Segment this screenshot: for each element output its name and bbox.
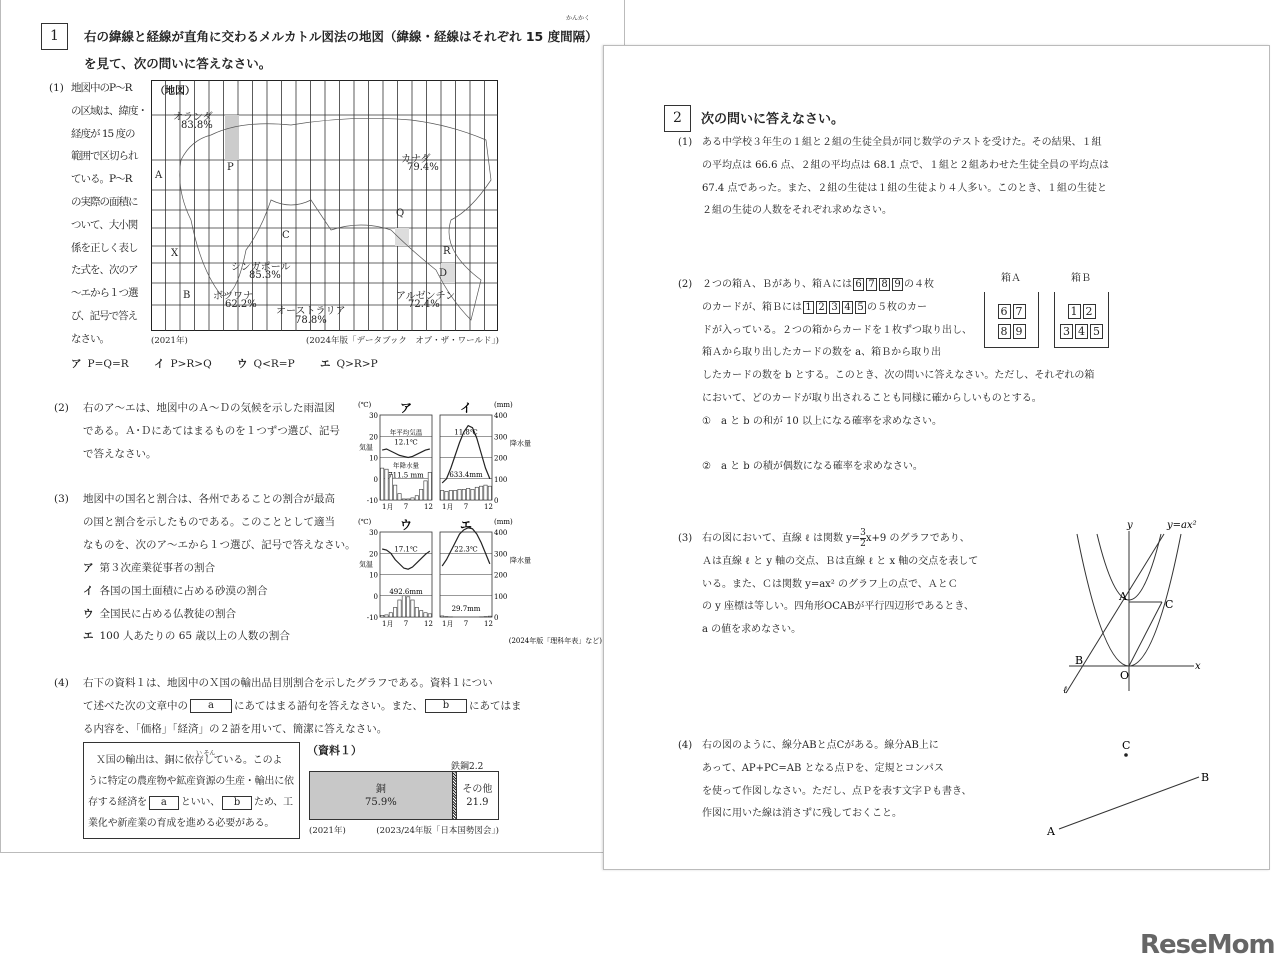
option-value: 全国民に占める仏教徒の割合 [99,607,236,620]
precip-bar [398,494,401,500]
precip-tick: 0 [494,497,499,505]
precip-total: 633.4mm [449,470,483,479]
avg-temp: 12.1℃ [394,438,418,447]
precip-bar [381,615,384,617]
text-span: のカードが、箱Ｂには [702,301,802,313]
chart-source: (2023/24年版「日本国勢図会」) [376,826,499,836]
precip-bar [458,489,461,500]
option-2 [83,603,290,626]
card-7: 7 [866,278,877,291]
precip-bar [467,488,470,500]
precip-bar [402,596,405,617]
ruby-izon: い そん [196,750,216,757]
blank-b: b [425,699,467,713]
precip-bar [480,486,483,500]
text-span: て述べた次の文章中の [83,699,188,712]
pct-singapore: 85.3% [249,270,281,281]
map-year: (2021年) [151,336,188,346]
text-line: ２組の生徒の人数をそれぞれ求めなさい。 [702,205,892,217]
bar-label: その他 [462,783,493,795]
bar-other [457,772,498,819]
precip-bar [424,481,427,500]
precip-label: 降水量 [510,556,531,565]
card-2: 2 [1083,304,1096,319]
precip-bar [394,485,397,500]
text-line: で答えなさい。 [83,447,157,460]
text-line: 右のア～エは、地図中のＡ～Ｄの気候を示した雨温図 [83,402,335,414]
card-9: 9 [1013,324,1026,339]
precip-total: 29.7mm [451,605,481,613]
annual-precip-label: 年降水量 [393,461,419,470]
text-span: 右の図において、直線 ℓ は関数 y= [702,533,861,544]
text-line: る内容を、「価格」「経済」の２語を用いて、簡潔に答えなさい。 [83,722,388,735]
precip-bar [415,607,418,617]
bar-label: 銅 [375,783,386,795]
temp-tick: 30 [369,529,378,537]
precip-bar [407,499,410,500]
passage-line: Ｘ国の輸出は、銅に依存している。このよ [96,755,283,766]
q1-3-text [83,488,356,556]
pct-botswana: 62.2% [225,299,257,310]
map-source: (2024年版「データブック オブ・ザ・ワールド」) [306,336,499,346]
box-b [1054,292,1109,348]
precip-bar [407,597,410,617]
precip-bar [398,600,401,617]
q2-title: 次の問いに答えなさい。 [701,112,845,127]
temp-tick: 10 [369,571,378,580]
blank-b: b [222,796,252,810]
option-key: イ [154,358,165,370]
label-b: B [183,290,191,301]
q1-1-label: (1) [49,82,64,94]
q1-1-text [71,77,147,351]
precip-bar [420,489,423,500]
option-value: 第３次産業従事者の割合 [99,562,215,574]
q1-3-options [83,557,290,648]
text-line [83,695,522,718]
text-line: 67.4 点であった。また、２組の生徒は１組の生徒より４人多い。このとき、１組の生徒と [702,182,1107,194]
label-singapore: シンガポール [231,262,291,273]
precip-bar [411,600,414,617]
label-a: A [1047,825,1055,838]
precip-bar [415,496,418,500]
label-o: O [1120,669,1130,682]
text-line [702,528,978,551]
unit-precip: (mm) [494,518,513,526]
text-line: において、どのカードが取り出されることも同様に確からしいものとする。 [702,392,1042,404]
bar-value: 75.9% [364,796,397,808]
temp-tick: 0 [373,592,378,601]
text-line: 経度が 15 度の [71,127,135,140]
card-4: 4 [842,301,853,314]
precip-bar [381,468,384,500]
precip-bar [484,485,487,500]
unit-temp: (℃) [358,401,372,409]
option-3 [320,353,403,376]
box-a [984,292,1039,348]
option-value: P>R>Q [170,358,212,370]
card-7: 7 [1013,304,1026,319]
precip-bar [488,616,491,617]
text-line: Ａは直線 ℓ と y 軸の交点、Ｂは直線 ℓ と x 軸の交点を表して [702,555,979,567]
text-line: 範囲で区切られ [71,150,138,163]
precip-bar [471,489,474,500]
text-line: 係を正しく表し [71,241,138,254]
text-line: ～エから１つ選 [71,287,138,300]
card-2: 2 [816,301,827,314]
text-span: x+9 のグラフであり、 [865,533,970,544]
temp-tick: 0 [373,475,378,484]
climate-charts [357,399,619,644]
option-value: Q<R=P [253,358,295,370]
label-p: P [227,162,234,173]
precip-tick: 100 [494,475,508,484]
precip-tick: 0 [494,614,499,622]
text-span: ため、工 [254,797,293,808]
chart-name: ア [399,401,413,415]
text-line: いる。また、Ｃは関数 y=ax² のグラフ上の点で、ＡとＣ [702,578,958,590]
option-key: イ [83,584,94,597]
bar-value: 21.9 [466,796,489,808]
q2-1-label: (1) [678,137,693,148]
chart-name: エ [459,518,473,532]
segment-oc [1129,602,1162,666]
temp-tick: 30 [369,412,378,420]
label-d: D [439,268,448,279]
temp-tick: -10 [366,614,378,622]
climate-source: (2024年版「理科年表」など) [508,637,602,644]
blank-a: a [149,796,179,810]
precip-tick: 400 [494,412,508,420]
precip-bar [454,490,457,500]
option-3 [83,625,290,648]
card-3: 3 [829,301,840,314]
card-3: 3 [1060,324,1073,339]
text-line: 作図に用いた線は消さずに残しておくこと。 [702,808,902,820]
q1-title-line: を見て、次の問いに答えなさい。 [84,56,272,71]
q2-3-label: (3) [678,533,693,544]
passage-line [88,792,299,813]
option-key: ア [71,358,82,370]
option-value: 各国の国土面積に占める砂漠の割合 [99,584,268,597]
label-canada: カナダ [401,154,431,165]
text-line: 箱Ａから取り出したカードの数を a、箱Ｂから取り出 [702,347,942,359]
q1-2-text [83,397,340,465]
label-q: Q [396,208,405,219]
card-5: 5 [1090,324,1103,339]
precip-bar [411,498,414,500]
precip-bar [424,613,427,617]
temp-tick: 20 [369,433,378,442]
numerator: 3 [860,528,866,538]
text-line: ている。P～R [71,173,132,186]
option-key: エ [83,630,94,643]
label-argentina: アルゼンチン [396,291,456,302]
label-y: y [1127,520,1133,531]
segment-figure [1039,731,1219,841]
segment-ab [1059,777,1199,829]
label-c: C [282,230,290,241]
precip-bar [420,611,423,617]
q2-3-text [702,528,978,642]
text-line: の y 座標は等しい。四角形OCABが平行四辺形であるとき、 [702,601,975,613]
month-tick: 12 [484,503,493,511]
text-span: にあてはまる語句を答えなさい。また、 [234,699,423,712]
label-x: X [171,248,179,259]
resemom-logo: ReseMom [1140,930,1275,960]
option-0 [71,353,154,376]
box-a-label: 箱Ａ [1001,273,1021,284]
point-c [1124,753,1128,757]
label-botswana: ボツワナ [213,291,253,302]
temp-tick: -10 [366,497,378,505]
month-tick: 7 [463,620,469,628]
precip-tick: 200 [494,454,508,463]
avg-temp: 22.3℃ [454,545,478,554]
label-b: B [1201,771,1210,784]
map-labels [151,80,499,332]
precip-tick: 400 [494,529,508,537]
precip-bar [402,499,405,500]
avg-temp-label: 年平均気温 [389,428,423,437]
month-tick: 7 [403,620,409,628]
month-tick: 1月 [382,503,394,511]
unit-precip: (mm) [494,401,513,409]
precip-tick: 200 [494,571,508,580]
text-line: を使って作図しなさい。ただし、点Ｐを表す文字Ｐも書き、 [702,785,972,797]
export-bar-chart [309,771,499,820]
precip-bar [449,490,452,500]
pct-netherlands: 83.8% [181,120,213,131]
exam-page-1 [0,0,625,853]
text-line: の区域は、緯度・ [71,104,147,117]
text-span: といい、 [180,797,221,808]
temp-label: 気温 [359,560,373,569]
map-title: （地図） [155,86,195,97]
text-line: ドが入っている。２つの箱からカードを１枚ずつ取り出し、 [702,324,972,336]
q1-title-line: 右の緯線と経線が直角に交わるメルカトル図法の地図（緯線・経線はそれぞれ 15 度間隔） [84,29,598,44]
precip-bar [462,489,465,500]
avg-temp: 11.8℃ [454,428,478,437]
text-span: の４枚 [904,279,934,290]
label-r: R [443,246,451,257]
option-0 [83,557,290,580]
option-value: P=Q=R [87,358,129,370]
month-tick: 7 [403,503,409,511]
chart-title: （資料１） [307,744,362,757]
q2-4-text [702,735,972,826]
exam-page-2 [603,45,1270,870]
sub-question-1: ① a と b の和が 10 以上になる確率を求めなさい。 [702,415,942,427]
text-line: なものを、次のア～エから１つ選び、記号で答えなさい。 [83,538,356,551]
text-line: である。Ａ･Ｄにあてはまるものを１つずつ選び、記号 [83,424,340,437]
label-a: A [155,170,163,181]
pct-argentina: 72.4% [408,299,440,310]
option-key: ウ [83,607,94,620]
text-line: び、記号で答え [71,309,138,322]
precip-bar [428,472,431,500]
month-tick: 12 [484,620,493,628]
label-c: C [1165,598,1174,611]
passage-box [83,742,300,839]
label-a: A [1119,590,1127,603]
text-line: ある中学校３年生の１組と２組の生徒全員が同じ数学のテストを受けた。その結果、１組 [702,137,1102,148]
chart-year: (2021年) [309,826,346,836]
month-tick: 12 [424,620,433,628]
text-line: の実際の面積に [71,195,138,208]
text-line: したカードの数を b とする。このとき、次の問いに答えなさい。ただし、それぞれの箱 [702,370,1095,382]
line-l [1066,534,1164,693]
chart-name: ウ [399,518,413,532]
passage-line: 業化や新産業の育成を進める必要がある。 [88,818,275,829]
blank-a: a [190,699,232,713]
label-c: C [1122,739,1131,752]
text-line: a の値を求めなさい。 [702,624,802,636]
precip-bar [389,613,392,617]
pct-australia: 78.8% [295,315,327,326]
text-line: の平均点は 66.6 点、２組の平均点は 68.1 点で、１組と２組あわせた生徒全員の平均点は [702,159,1110,171]
q1-4-label: (4) [54,677,69,689]
label-netherlands: オランダ [173,112,213,123]
label-steel: 鉄鋼2.2 [451,762,484,772]
text-line: 右下の資料１は、地図中のＸ国の輸出品目別割合を示したグラフである。資料１につい [83,677,493,689]
pct-canada: 79.4% [407,162,439,173]
month-tick: 1月 [442,620,454,628]
precip-tick: 300 [494,433,508,442]
temp-label: 気温 [359,443,373,452]
q2-1-text [702,132,1109,223]
q1-4-text [83,672,522,740]
card-4: 4 [1075,324,1088,339]
card-1: 1 [803,301,814,314]
text-line: 地図中のP～R [71,82,132,94]
sub-question-2: ② a と b の積が偶数になる確率を求めなさい。 [702,460,923,472]
text-line: 地図中の国名と割合は、各州であることの割合が最高 [83,493,335,505]
precip-bar [445,492,448,501]
option-2 [237,353,320,376]
card-5: 5 [855,301,866,314]
question-number-1: 1 [41,23,68,50]
month-tick: 12 [424,503,433,511]
precip-bar [428,614,431,617]
option-key: エ [320,358,331,370]
label-x: x [1195,661,1201,672]
precip-bar [441,616,444,617]
avg-temp: 17.1℃ [394,545,418,554]
box-b-label: 箱Ｂ [1071,273,1091,284]
card-8: 8 [998,324,1011,339]
card-1: 1 [1068,304,1081,319]
text-line: なさい。 [71,332,109,345]
card-8: 8 [879,278,890,291]
text-line: の国と割合を示したものである。このこととして適当 [83,515,335,528]
q2-2-label: (2) [678,279,693,290]
card-6: 6 [853,278,864,291]
precip-tick: 300 [494,550,508,559]
option-1 [83,580,290,603]
month-tick: 1月 [442,503,454,511]
card-9: 9 [892,278,903,291]
precip-label: 降水量 [510,439,531,448]
label-curve: y=ax² [1167,520,1197,531]
denominator: 2 [860,539,866,549]
text-span: にあてはま [469,699,522,712]
q1-2-label: (2) [54,402,69,414]
option-key: ア [83,562,94,574]
label-b: B [1075,654,1084,667]
text-line: た式を、次のア [71,264,138,277]
label-l: ℓ [1063,685,1068,696]
label-australia: オーストラリア [276,306,346,317]
option-value: Q>R>P [336,358,378,370]
precip-total: 492.6mm [389,587,423,596]
precip-bar [394,607,397,617]
temp-tick: 10 [369,454,378,463]
unit-temp: (℃) [358,518,372,526]
precip-bar [385,615,388,617]
ruby-kankaku: かんかく [566,15,591,22]
q2-4-label: (4) [678,740,693,751]
text-span: 存する経済を [88,797,147,808]
q1-title [84,23,598,77]
parabola-figure [1059,516,1219,696]
chart-name: イ [459,401,473,415]
q1-1-options [71,353,403,376]
q1-3-label: (3) [54,493,69,505]
bar-copper [310,772,453,819]
precip-total: 711.5 mm [388,471,424,480]
card-6: 6 [998,304,1011,319]
month-tick: 1月 [382,620,394,628]
option-key: ウ [237,358,248,370]
text-line: 右の図のように、線分ABと点Cがある。線分AB上に [702,740,939,751]
question-number-2: 2 [664,105,691,132]
precip-bar [475,487,478,500]
precip-bar [441,490,444,500]
option-1 [154,353,237,376]
temp-tick: 20 [369,550,378,559]
month-tick: 7 [463,503,469,511]
text-line: ついて、大小関 [71,218,138,231]
text-line: あって、AP+PC=AB となる点Ｐを、定規とコンパス [702,762,944,774]
text-span: ２つの箱Ａ、Ｂがあり、箱Ａには [702,279,852,290]
passage-line: うに特定の農産物や鉱産資源の生産・輸出に依 [88,776,294,787]
text-span: の５枚のカー [867,301,927,313]
option-value: 100 人あたりの 65 歳以上の人数の割合 [99,630,290,643]
precip-bar [488,486,491,500]
precip-tick: 100 [494,592,508,601]
